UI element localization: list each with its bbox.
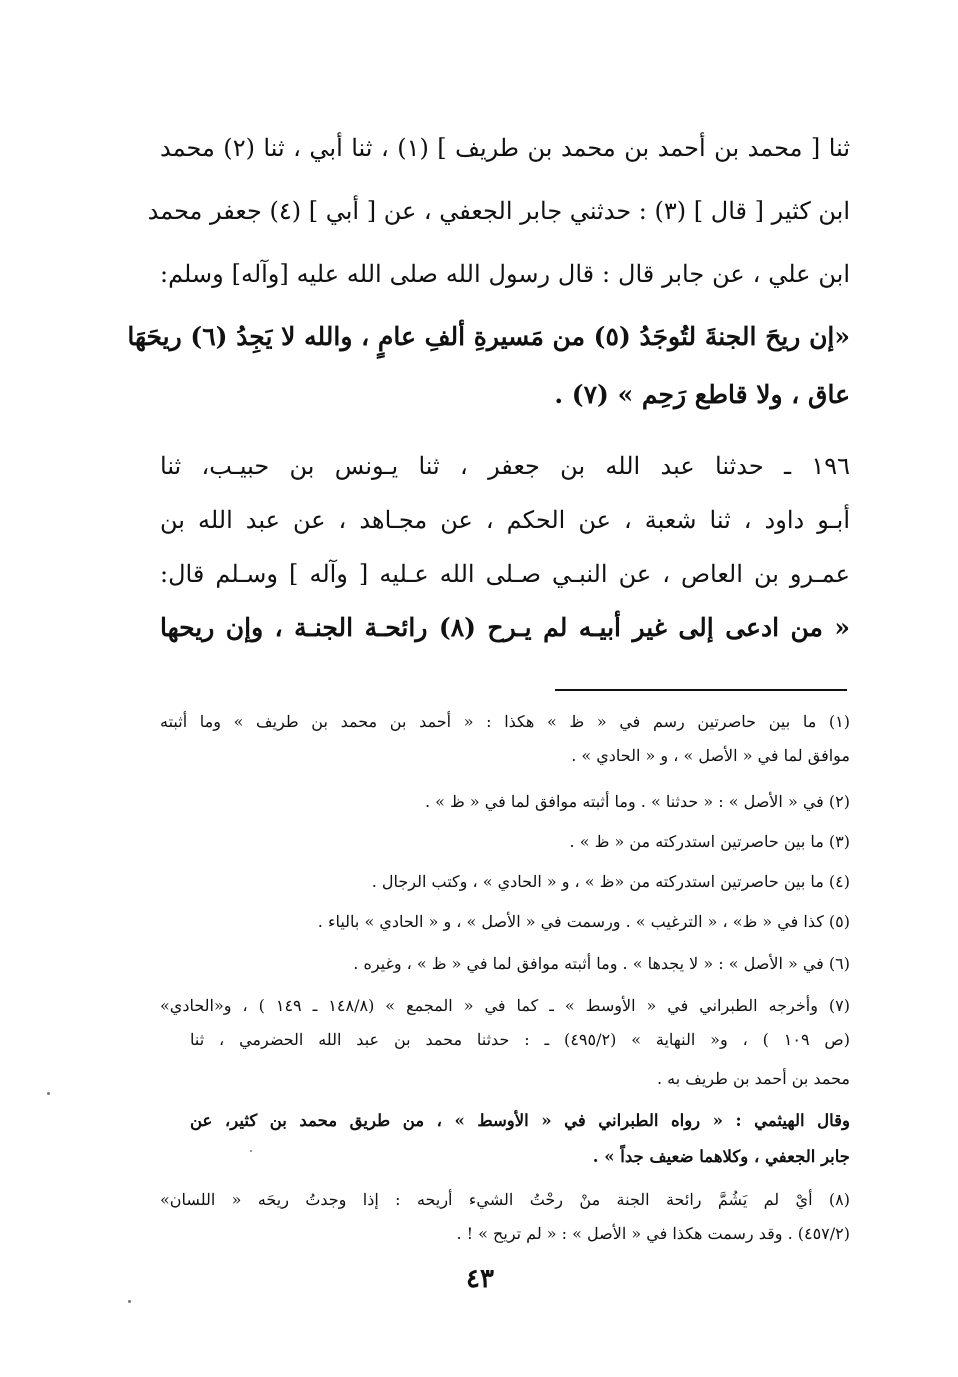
footnote-1: (١) ما بين حاصرتين رسم في « ظ » هكذا : « أحمد بن محمد بن طريف » وما أثبته bbox=[160, 712, 850, 731]
hadith-196-line-4: « من ادعى إلى غير أبيـه لم يـرح (٨) رائحـة الجنـة ، وإن ريحها bbox=[160, 613, 850, 642]
main-text-line-1: ثنا [ محمد بن أحمد بن محمد بن طريف ] (١) ، ثنا أبي ، ثنا (٢) محمد bbox=[160, 134, 851, 162]
main-text-line-2: ابن كثير [ قال ] (٣) : حدثني جابر الجعفي ، عن [ أبي ] (٤) جعفر محمد bbox=[147, 197, 850, 225]
hadith-text-line-2: عاق ، ولا قاطع رَحِم » (٧) . bbox=[554, 380, 850, 409]
scan-speck bbox=[47, 1092, 50, 1095]
hadith-196-line-3: عمـرو بن العاص ، عن النبـي صـلى الله عـليه [ وآله ] وسـلم قال: bbox=[160, 560, 850, 588]
footnote-8-cont: (٤٥٧/٢) . وقد رسمت هكذا في « الأصل » : « لم تريح » ! . bbox=[456, 1224, 850, 1243]
footnote-6: (٦) في « الأصل » : « لا يجدها » . وما أثبته موافق لما في « ظ » ، وغيره . bbox=[353, 954, 850, 973]
footnote-7-cont-2: محمد بن أحمد بن طريف به . bbox=[656, 1069, 850, 1088]
footnote-2: (٢) في « الأصل » : « حدثنا » . وما أثبته موافق لما في « ظ » . bbox=[425, 792, 850, 811]
footnote-1-cont: موافق لما في « الأصل » ، و « الحادي » . bbox=[571, 746, 850, 765]
footnote-3: (٣) ما بين حاصرتين استدركته من « ظ » . bbox=[569, 832, 850, 851]
main-text-line-3: ابن علي ، عن جابر قال : قال رسول الله صلى الله عليه [وآله] وسلم: bbox=[160, 260, 850, 288]
footnote-5: (٥) كذا في « ظ» ، « الترغيب » . ورسمت في « الأصل » ، و « الحادي » بالياء . bbox=[317, 912, 850, 931]
footnote-7: (٧) وأخرجه الطبراني في « الأوسط » ـ كما في « المجمع » (١٤٨/٨ ـ ١٤٩ ) ، و«الحادي» bbox=[160, 996, 851, 1015]
footnote-7-cont-1: (ص ١٠٩ ) ، و« النهاية » (٤٩٥/٢) ـ : حدثنا محمد بن عبد الله الحضرمي ، ثنا bbox=[190, 1030, 850, 1049]
hadith-196-line-1: ١٩٦ ـ حدثنا عبد الله بن جعفر ، ثنا يـونس بن حبيـب، ثنا bbox=[160, 452, 850, 480]
footnote-4: (٤) ما بين حاصرتين استدركته من «ظ » ، و « الحادي » ، وكتب الرجال . bbox=[371, 872, 850, 891]
footnote-7-quote-1: وقال الهيثمي : « رواه الطبراني في « الأوسط » ، من طريق محمد بن كثير، عن bbox=[190, 1111, 850, 1130]
footnote-8: (٨) أيْ لم يَشُمَّ رائحة الجنة منْ رحْتُ الشيء أريحه : إذا وجدتُ ريحَه « اللسان» bbox=[160, 1190, 850, 1209]
footnote-divider bbox=[555, 689, 847, 691]
scan-speck bbox=[250, 1150, 252, 1152]
hadith-text-line-1: «إن ريحَ الجنةَ لتُوجَدُ (٥) من مَسيرةِ ألفِ عامٍ ، والله لا يَجِدُ (٦) ريحَهَا bbox=[127, 322, 850, 351]
footnote-7-quote-2: جابر الجعفي ، وكلاهما ضعيف جداً » . bbox=[592, 1147, 850, 1166]
scan-speck bbox=[128, 1300, 131, 1303]
hadith-196-line-2: أبـو داود ، ثنا شعبة ، عن الحكم ، عن مجـاهد ، عن عبد الله بن bbox=[160, 506, 850, 534]
page-number: ٤٣ bbox=[466, 1264, 494, 1294]
